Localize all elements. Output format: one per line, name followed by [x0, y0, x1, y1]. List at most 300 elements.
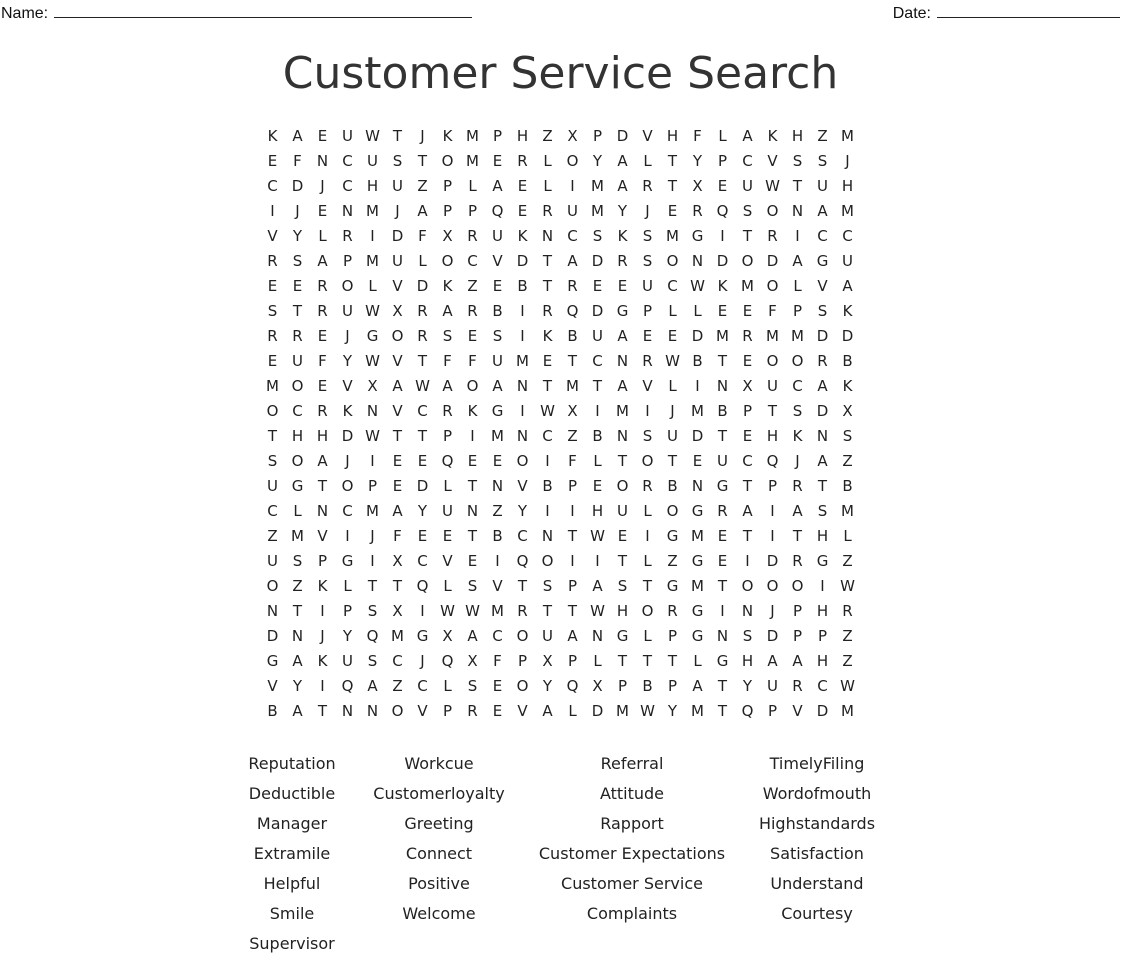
grid-letter: Z	[417, 177, 428, 195]
grid-letter: T	[742, 227, 753, 245]
grid-letter: Z	[567, 427, 578, 445]
grid-letter: Y	[542, 677, 553, 695]
grid-letter: N	[516, 377, 529, 395]
grid-letter: S	[392, 152, 403, 170]
grid-letter: W	[840, 677, 855, 695]
grid-letter: V	[417, 702, 428, 720]
grid-letter: M	[766, 327, 779, 345]
grid-letter: A	[567, 252, 578, 270]
grid-letter: S	[592, 227, 603, 245]
grid-letter: C	[342, 502, 353, 520]
grid-letter: W	[365, 352, 380, 370]
grid-letter: O	[516, 677, 529, 695]
grid-letter: S	[817, 152, 828, 170]
grid-letter: I	[345, 527, 350, 545]
date-field	[893, 2, 1120, 23]
grid-letter: M	[466, 152, 479, 170]
grid-letter: E	[742, 352, 753, 370]
grid-letter: Q	[441, 652, 454, 670]
grid-row	[260, 674, 860, 699]
grid-letter: I	[545, 452, 550, 470]
grid-letter: T	[667, 452, 678, 470]
grid-letter: V	[267, 227, 278, 245]
grid-letter: M	[841, 502, 854, 520]
grid-letter: P	[642, 302, 653, 320]
grid-letter: N	[516, 427, 529, 445]
word-list-item: Satisfaction	[770, 844, 864, 863]
grid-letter: E	[517, 177, 528, 195]
grid-letter: T	[617, 552, 628, 570]
grid-letter: G	[366, 327, 379, 345]
grid-letter: D	[516, 252, 529, 270]
word-list-item: Helpful	[263, 874, 321, 893]
grid-letter: I	[770, 502, 775, 520]
grid-letter: W	[765, 177, 780, 195]
grid-letter: T	[367, 577, 378, 595]
grid-letter: A	[692, 677, 703, 695]
grid-letter: A	[542, 702, 553, 720]
grid-letter: C	[792, 377, 803, 395]
grid-letter: P	[442, 202, 453, 220]
grid-letter: V	[792, 702, 803, 720]
grid-letter: N	[291, 627, 304, 645]
grid-letter: R	[292, 327, 303, 345]
grid-letter: R	[467, 702, 478, 720]
grid-letter: D	[416, 277, 429, 295]
grid-letter: N	[491, 477, 504, 495]
grid-letter: S	[817, 502, 828, 520]
grid-letter: T	[792, 177, 803, 195]
grid-letter: U	[267, 552, 278, 570]
grid-letter: N	[816, 427, 829, 445]
grid-letter: Y	[692, 152, 703, 170]
grid-row	[260, 224, 860, 249]
grid-letter: Y	[617, 202, 628, 220]
grid-letter: R	[467, 302, 478, 320]
grid-letter: V	[392, 277, 403, 295]
grid-letter: P	[517, 652, 528, 670]
grid-letter: X	[742, 377, 753, 395]
word-list-item: Courtesy	[781, 904, 853, 923]
grid-row	[260, 449, 860, 474]
grid-letter: A	[442, 377, 453, 395]
grid-letter: S	[292, 252, 303, 270]
grid-letter: Z	[267, 527, 278, 545]
grid-letter: N	[466, 502, 479, 520]
grid-letter: E	[392, 452, 403, 470]
grid-letter: A	[792, 502, 803, 520]
grid-letter: J	[370, 527, 375, 545]
grid-letter: Q	[766, 452, 779, 470]
grid-letter: P	[342, 602, 353, 620]
grid-letter: N	[541, 227, 554, 245]
grid-letter: K	[317, 577, 328, 595]
grid-letter: G	[716, 652, 729, 670]
grid-letter: U	[617, 502, 628, 520]
grid-letter: K	[517, 227, 528, 245]
grid-letter: R	[317, 277, 328, 295]
grid-letter: E	[492, 677, 503, 695]
grid-letter: E	[717, 527, 728, 545]
grid-letter: A	[842, 277, 853, 295]
grid-letter: G	[341, 552, 354, 570]
grid-letter: Y	[342, 627, 353, 645]
grid-letter: C	[742, 152, 753, 170]
grid-letter: T	[717, 577, 728, 595]
grid-letter: A	[317, 452, 328, 470]
grid-letter: A	[392, 377, 403, 395]
grid-letter: L	[793, 277, 802, 295]
grid-letter: R	[317, 402, 328, 420]
grid-letter: A	[492, 377, 503, 395]
word-column	[212, 751, 372, 961]
grid-row	[260, 349, 860, 374]
grid-letter: R	[642, 352, 653, 370]
grid-letter: O	[766, 277, 779, 295]
grid-letter: T	[292, 302, 303, 320]
grid-letter: M	[516, 352, 529, 370]
word-list-item: Rapport	[600, 814, 664, 833]
word-list-item: Deductible	[248, 784, 336, 803]
grid-letter: O	[266, 577, 279, 595]
grid-letter: T	[567, 602, 578, 620]
grid-letter: E	[592, 277, 603, 295]
grid-letter: W	[640, 702, 655, 720]
grid-letter: Z	[817, 127, 828, 145]
grid-letter: J	[645, 202, 650, 220]
grid-letter: W	[365, 302, 380, 320]
grid-letter: L	[593, 452, 602, 470]
grid-letter: G	[416, 627, 429, 645]
grid-letter: L	[643, 152, 652, 170]
word-list-item: Referral	[600, 754, 664, 773]
grid-letter: P	[742, 402, 753, 420]
grid-letter: P	[592, 127, 603, 145]
grid-row	[260, 474, 860, 499]
grid-letter: O	[441, 252, 454, 270]
grid-row	[260, 399, 860, 424]
grid-letter: S	[642, 427, 653, 445]
grid-letter: E	[417, 452, 428, 470]
grid-letter: C	[417, 402, 428, 420]
grid-letter: R	[817, 352, 828, 370]
grid-letter: W	[590, 602, 605, 620]
grid-letter: E	[717, 552, 728, 570]
grid-letter: E	[317, 202, 328, 220]
grid-letter: J	[770, 602, 775, 620]
grid-letter: P	[342, 252, 353, 270]
grid-letter: U	[492, 227, 503, 245]
grid-letter: N	[716, 377, 729, 395]
grid-letter: U	[642, 277, 653, 295]
grid-letter: P	[492, 127, 503, 145]
grid-letter: P	[817, 627, 828, 645]
grid-letter: I	[595, 402, 600, 420]
grid-letter: E	[667, 202, 678, 220]
grid-letter: M	[591, 177, 604, 195]
grid-letter: W	[415, 377, 430, 395]
grid-letter: T	[742, 477, 753, 495]
grid-letter: E	[467, 327, 478, 345]
grid-letter: V	[517, 702, 528, 720]
grid-letter: I	[370, 227, 375, 245]
grid-letter: T	[817, 477, 828, 495]
grid-letter: A	[292, 652, 303, 670]
grid-letter: D	[816, 702, 829, 720]
grid-letter: T	[792, 527, 803, 545]
grid-letter: A	[417, 202, 428, 220]
grid-letter: K	[442, 127, 453, 145]
grid-letter: G	[291, 477, 304, 495]
grid-letter: Y	[292, 227, 303, 245]
grid-letter: B	[592, 427, 603, 445]
grid-letter: B	[517, 277, 528, 295]
grid-letter: V	[642, 377, 653, 395]
grid-letter: T	[417, 427, 428, 445]
grid-letter: C	[817, 677, 828, 695]
grid-letter: X	[392, 602, 403, 620]
grid-letter: U	[842, 252, 853, 270]
grid-letter: M	[291, 527, 304, 545]
grid-letter: R	[267, 252, 278, 270]
grid-letter: O	[566, 152, 579, 170]
grid-letter: J	[420, 127, 425, 145]
grid-letter: F	[568, 452, 577, 470]
grid-letter: O	[641, 602, 654, 620]
grid-letter: T	[542, 377, 553, 395]
grid-letter: E	[417, 527, 428, 545]
grid-letter: T	[717, 702, 728, 720]
grid-letter: X	[567, 127, 578, 145]
word-list-item: Greeting	[404, 814, 474, 833]
grid-letter: J	[320, 177, 325, 195]
grid-letter: T	[467, 527, 478, 545]
grid-letter: N	[616, 427, 629, 445]
grid-letter: R	[517, 602, 528, 620]
grid-letter: N	[366, 702, 379, 720]
grid-letter: N	[541, 527, 554, 545]
grid-letter: N	[691, 252, 704, 270]
grid-letter: W	[465, 602, 480, 620]
grid-letter: R	[792, 552, 803, 570]
grid-letter: K	[317, 652, 328, 670]
grid-letter: C	[817, 227, 828, 245]
grid-letter: O	[766, 352, 779, 370]
word-list-item: Extramile	[253, 844, 331, 863]
grid-letter: R	[542, 202, 553, 220]
grid-letter: E	[717, 302, 728, 320]
grid-letter: B	[692, 352, 703, 370]
grid-letter: C	[292, 402, 303, 420]
grid-letter: B	[642, 677, 653, 695]
grid-letter: L	[443, 477, 452, 495]
grid-letter: C	[492, 627, 503, 645]
grid-letter: A	[742, 127, 753, 145]
grid-letter: D	[341, 427, 354, 445]
grid-letter: T	[317, 477, 328, 495]
grid-letter: H	[291, 427, 304, 445]
grid-letter: I	[745, 552, 750, 570]
grid-letter: X	[467, 652, 478, 670]
grid-letter: T	[567, 527, 578, 545]
grid-letter: L	[443, 577, 452, 595]
grid-letter: I	[545, 502, 550, 520]
grid-letter: Q	[566, 302, 579, 320]
grid-letter: R	[417, 327, 428, 345]
grid-letter: R	[267, 327, 278, 345]
grid-letter: E	[492, 152, 503, 170]
grid-letter: W	[690, 277, 705, 295]
grid-letter: X	[842, 402, 853, 420]
grid-letter: V	[392, 402, 403, 420]
grid-letter: C	[392, 652, 403, 670]
grid-letter: T	[467, 477, 478, 495]
grid-letter: S	[292, 552, 303, 570]
grid-letter: Z	[492, 502, 503, 520]
grid-letter: Q	[341, 677, 354, 695]
grid-letter: L	[693, 652, 702, 670]
grid-letter: R	[567, 277, 578, 295]
grid-letter: E	[392, 477, 403, 495]
grid-letter: S	[492, 327, 503, 345]
word-list-item: Positive	[408, 874, 470, 893]
grid-letter: T	[542, 277, 553, 295]
grid-letter: D	[591, 702, 604, 720]
grid-letter: O	[466, 377, 479, 395]
grid-letter: K	[442, 277, 453, 295]
grid-letter: P	[717, 152, 728, 170]
grid-row	[260, 199, 860, 224]
grid-letter: E	[492, 277, 503, 295]
grid-letter: L	[718, 127, 727, 145]
grid-letter: M	[616, 702, 629, 720]
grid-letter: N	[741, 602, 754, 620]
grid-letter: I	[695, 377, 700, 395]
grid-letter: A	[617, 377, 628, 395]
grid-letter: U	[542, 627, 553, 645]
grid-letter: P	[567, 652, 578, 670]
grid-letter: F	[493, 652, 502, 670]
grid-letter: I	[520, 402, 525, 420]
grid-letter: H	[816, 602, 829, 620]
grid-letter: M	[791, 327, 804, 345]
grid-letter: Z	[842, 652, 853, 670]
word-list-item: Supervisor	[249, 934, 335, 953]
grid-letter: T	[542, 252, 553, 270]
grid-letter: P	[317, 552, 328, 570]
grid-letter: J	[395, 202, 400, 220]
grid-letter: R	[617, 252, 628, 270]
grid-letter: J	[320, 627, 325, 645]
grid-letter: N	[591, 627, 604, 645]
grid-row	[260, 624, 860, 649]
grid-letter: L	[643, 552, 652, 570]
grid-letter: X	[442, 627, 453, 645]
grid-letter: M	[466, 127, 479, 145]
grid-letter: E	[742, 302, 753, 320]
grid-letter: E	[267, 352, 278, 370]
grid-letter: X	[567, 402, 578, 420]
grid-letter: L	[343, 577, 352, 595]
grid-letter: M	[841, 202, 854, 220]
grid-letter: T	[392, 577, 403, 595]
grid-letter: H	[816, 652, 829, 670]
grid-letter: G	[691, 502, 704, 520]
grid-letter: M	[266, 377, 279, 395]
grid-letter: B	[567, 327, 578, 345]
grid-letter: E	[692, 452, 703, 470]
grid-letter: T	[292, 602, 303, 620]
grid-letter: H	[666, 127, 679, 145]
grid-letter: U	[392, 252, 403, 270]
grid-letter: B	[842, 477, 853, 495]
grid-letter: H	[616, 602, 629, 620]
grid-letter: I	[570, 177, 575, 195]
grid-letter: G	[666, 527, 679, 545]
grid-letter: U	[717, 452, 728, 470]
grid-letter: I	[820, 577, 825, 595]
grid-letter: R	[317, 302, 328, 320]
grid-letter: L	[543, 177, 552, 195]
word-list-item: Understand	[770, 874, 864, 893]
grid-letter: D	[291, 177, 304, 195]
grid-letter: E	[742, 427, 753, 445]
grid-letter: S	[642, 227, 653, 245]
grid-letter: S	[792, 402, 803, 420]
grid-letter: P	[792, 302, 803, 320]
grid-letter: I	[470, 427, 475, 445]
grid-letter: D	[416, 477, 429, 495]
grid-letter: V	[517, 477, 528, 495]
grid-letter: M	[391, 627, 404, 645]
grid-letter: U	[442, 502, 453, 520]
grid-letter: H	[816, 527, 829, 545]
grid-letter: D	[766, 252, 779, 270]
grid-letter: M	[691, 577, 704, 595]
grid-letter: V	[767, 152, 778, 170]
grid-letter: F	[393, 527, 402, 545]
grid-letter: P	[442, 427, 453, 445]
grid-letter: L	[668, 377, 677, 395]
grid-letter: T	[642, 577, 653, 595]
grid-letter: M	[716, 327, 729, 345]
grid-letter: C	[567, 227, 578, 245]
grid-letter: L	[643, 627, 652, 645]
grid-letter: Z	[842, 452, 853, 470]
grid-letter: D	[841, 327, 854, 345]
grid-letter: X	[367, 377, 378, 395]
grid-letter: J	[345, 327, 350, 345]
grid-letter: A	[767, 652, 778, 670]
grid-letter: S	[842, 427, 853, 445]
grid-letter: T	[667, 177, 678, 195]
grid-letter: C	[417, 552, 428, 570]
grid-letter: V	[642, 127, 653, 145]
grid-letter: N	[341, 202, 354, 220]
grid-letter: R	[517, 152, 528, 170]
grid-letter: V	[342, 377, 353, 395]
grid-letter: S	[642, 252, 653, 270]
grid-letter: U	[667, 427, 678, 445]
grid-letter: K	[767, 127, 778, 145]
grid-letter: E	[592, 477, 603, 495]
grid-letter: I	[770, 527, 775, 545]
grid-row	[260, 149, 860, 174]
grid-row	[260, 124, 860, 149]
grid-letter: T	[567, 352, 578, 370]
grid-letter: U	[392, 177, 403, 195]
grid-letter: L	[668, 302, 677, 320]
